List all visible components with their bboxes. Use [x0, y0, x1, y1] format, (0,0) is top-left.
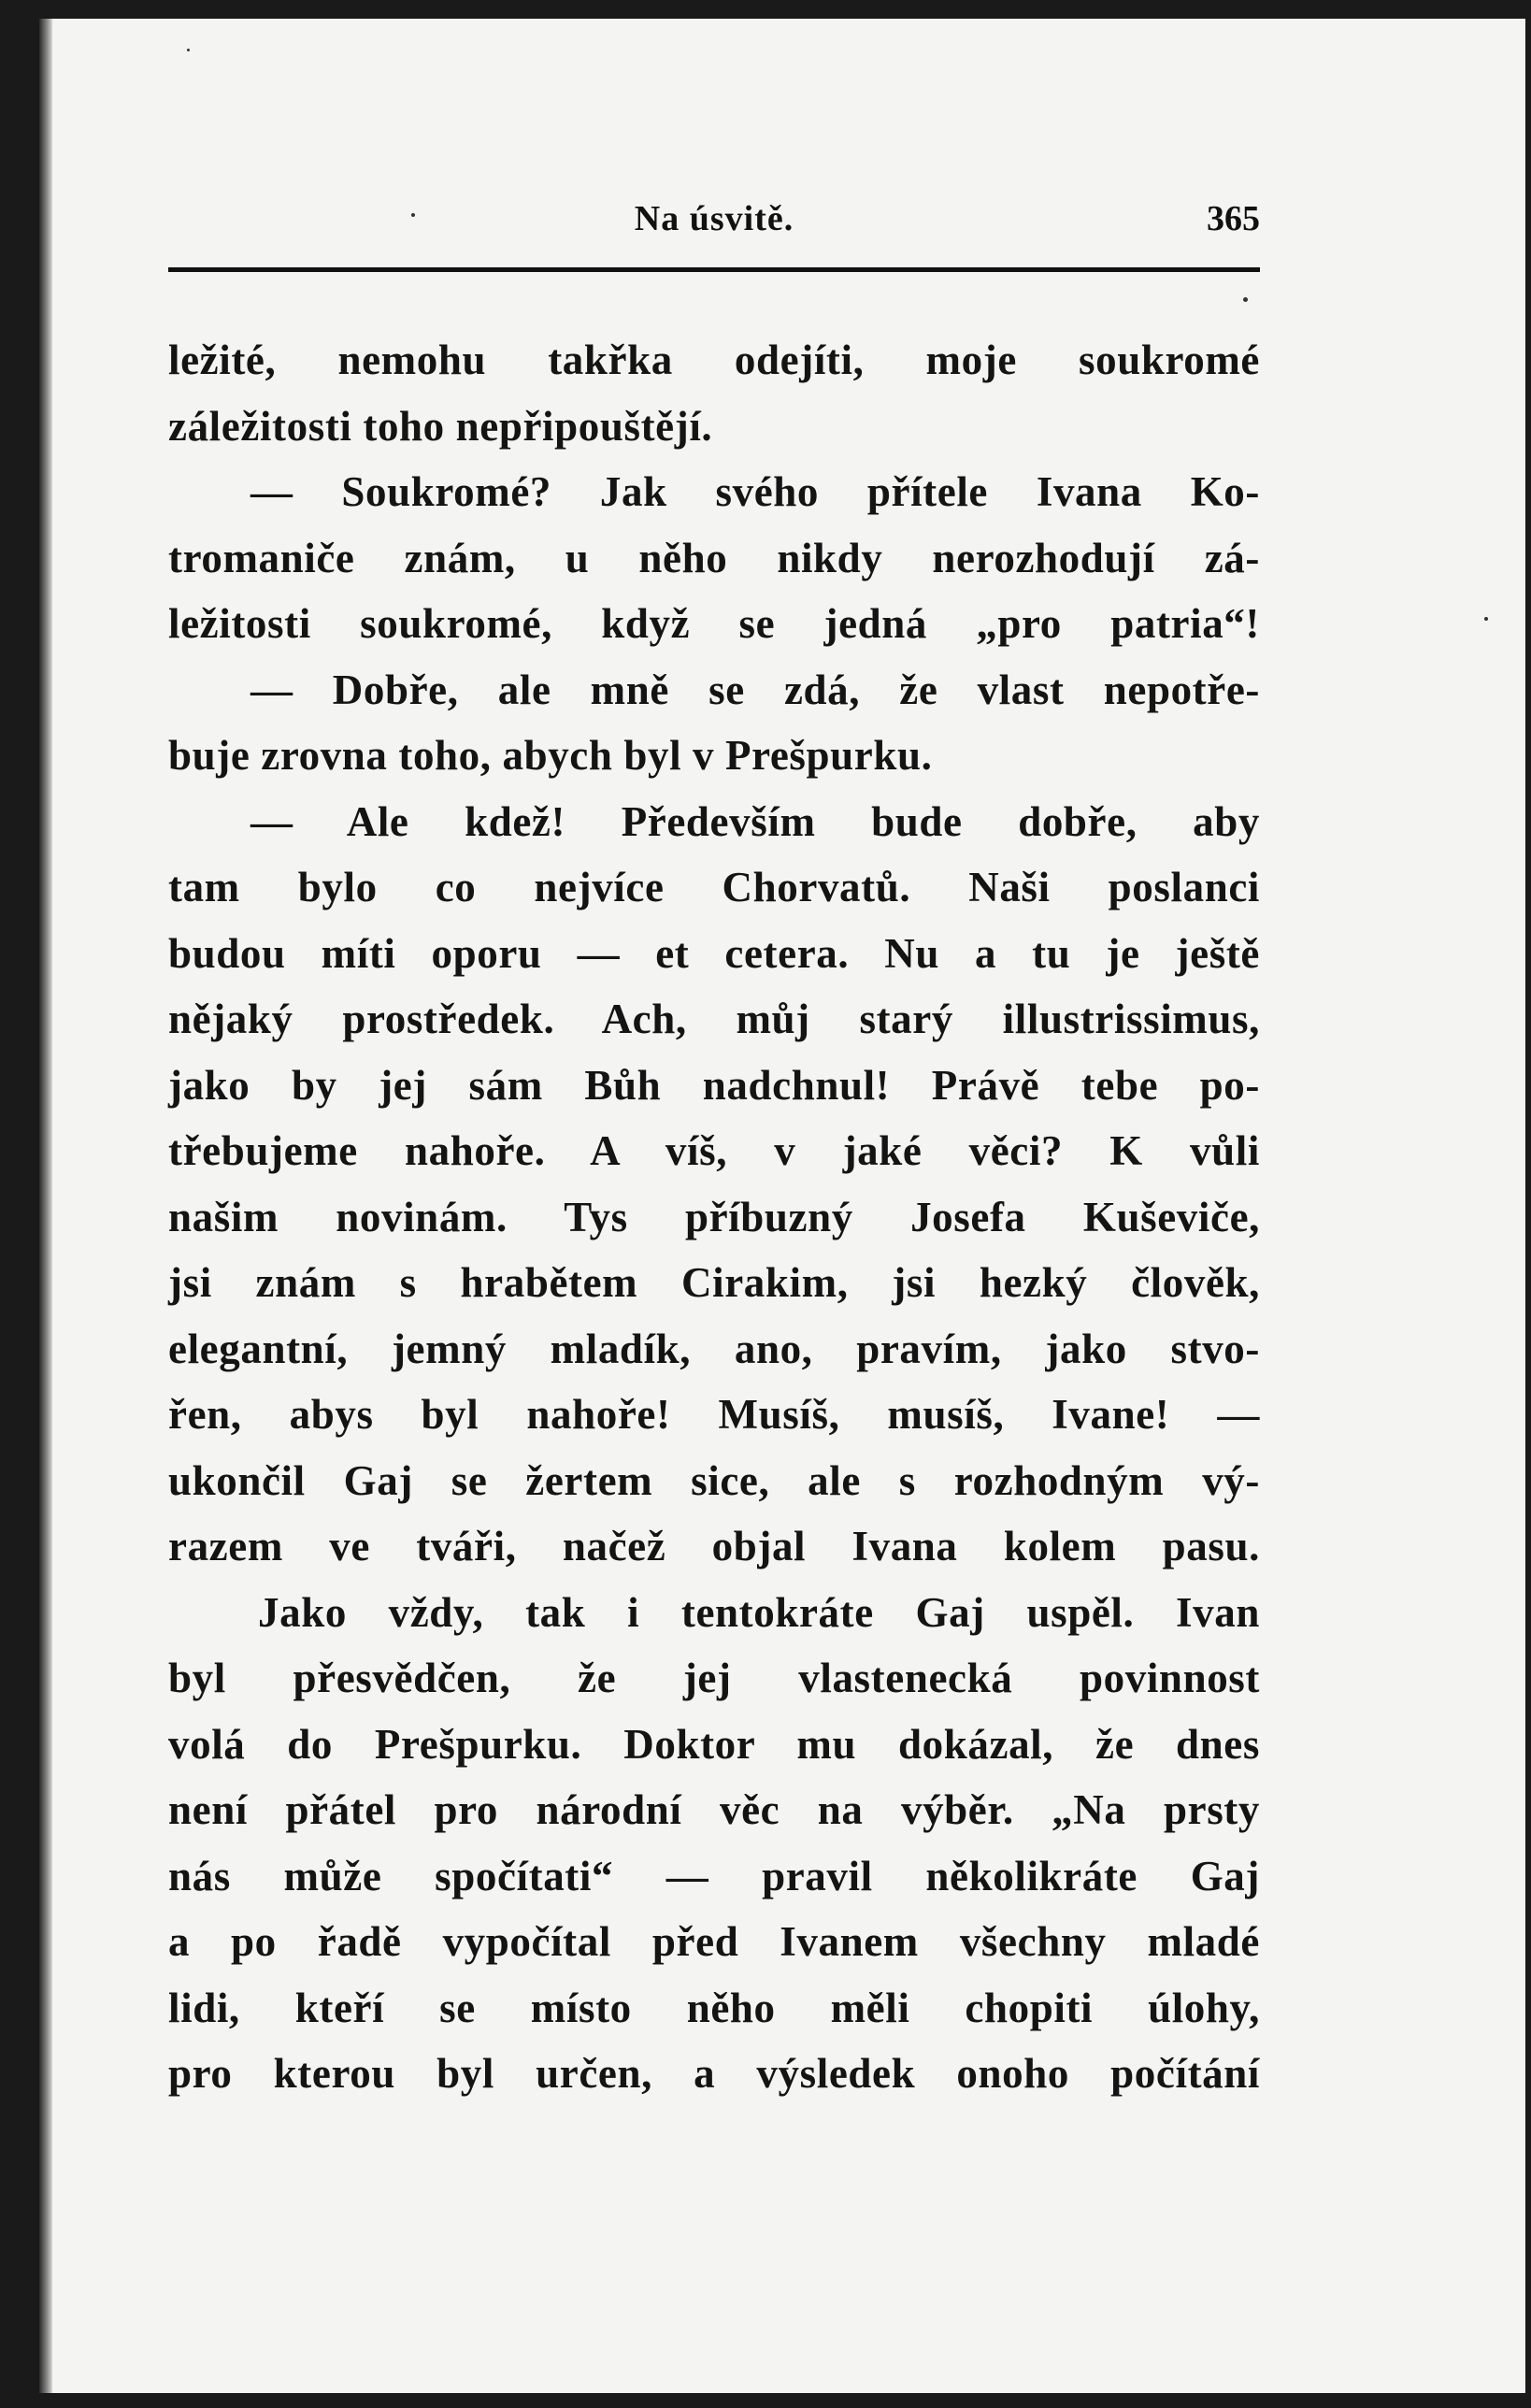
text-line: Jako vždy, tak i tentokráte Gaj uspěl. Ivan [258, 1588, 1260, 1636]
text-line: našim novinám. Tys příbuzný Josefa Kuševiče, [168, 1193, 1260, 1240]
text-line: ležité, nemohu takřka odejíti, moje soukromé [168, 337, 1260, 383]
text-line: elegantní, jemný mladík, ano, pravím, jako stvo- [168, 1325, 1260, 1372]
text-line: jsi znám s hrabětem Cirakim, jsi hezký člověk, [168, 1259, 1260, 1306]
text-line: nějaký prostředek. Ach, můj starý illustrissimus, [168, 996, 1260, 1042]
running-title: Na úsvitě. [634, 199, 794, 238]
text-line: jako by jej sám Bůh nadchnul! Právě tebe po- [168, 1061, 1260, 1109]
page-number: 365 [1207, 199, 1260, 238]
text-line: třebujeme nahoře. A víš, v jaké věci? K vůli [168, 1127, 1260, 1174]
scan-speck [187, 49, 190, 51]
text-line: budou míti oporu — et cetera. Nu a tu je ještě [168, 929, 1260, 977]
text-line: pro kterou byl určen, a výsledek onoho počítání [168, 2050, 1260, 2097]
text-line: tromaniče znám, u něho nikdy nerozhodují zá- [168, 534, 1260, 581]
binding-edge [39, 19, 52, 2393]
text-line: razem ve tváři, načež objal Ivana kolem pasu. [168, 1523, 1260, 1570]
header-rule [168, 267, 1260, 272]
text-line: řen, abys byl nahoře! Musíš, musíš, Ivane! — [168, 1391, 1260, 1438]
scan-speck [1484, 617, 1488, 621]
text-line: nás může spočítati“ — pravil několikráte Gaj [168, 1852, 1260, 1899]
text-line: ukončil Gaj se žertem sice, ale s rozhodným vý- [168, 1456, 1260, 1504]
text-line: — Soukromé? Jak svého přítele Ivana Ko- [250, 468, 1260, 515]
body-text [168, 327, 1260, 2107]
text-line: ležitosti soukromé, když se jedná „pro patria“! [168, 600, 1260, 647]
scan-speck [1243, 297, 1248, 302]
text-line: není přátel pro národní věc na výběr. „Na prsty [168, 1786, 1260, 1833]
scan-speck [411, 213, 415, 217]
text-line: — Dobře, ale mně se zdá, že vlast nepotře- [250, 666, 1260, 713]
text-line: volá do Prešpurku. Doktor mu dokázal, že dnes [168, 1720, 1260, 1768]
text-line: záležitosti toho nepřipouštějí. [168, 402, 713, 450]
text-line: — Ale kdež! Především bude dobře, aby [250, 797, 1260, 845]
page-header [168, 198, 1260, 254]
text-line: a po řadě vypočítal před Ivanem všechny mladé [168, 1918, 1260, 1965]
text-line: lidi, kteří se místo něho měli chopiti úlohy, [168, 1984, 1260, 2031]
text-line: tam bylo co nejvíce Chorvatů. Naši poslanci [168, 864, 1260, 910]
text-line: buje zrovna toho, abych byl v Prešpurku. [168, 732, 933, 779]
text-line: byl přesvědčen, že jej vlastenecká povinnost [168, 1655, 1260, 1701]
